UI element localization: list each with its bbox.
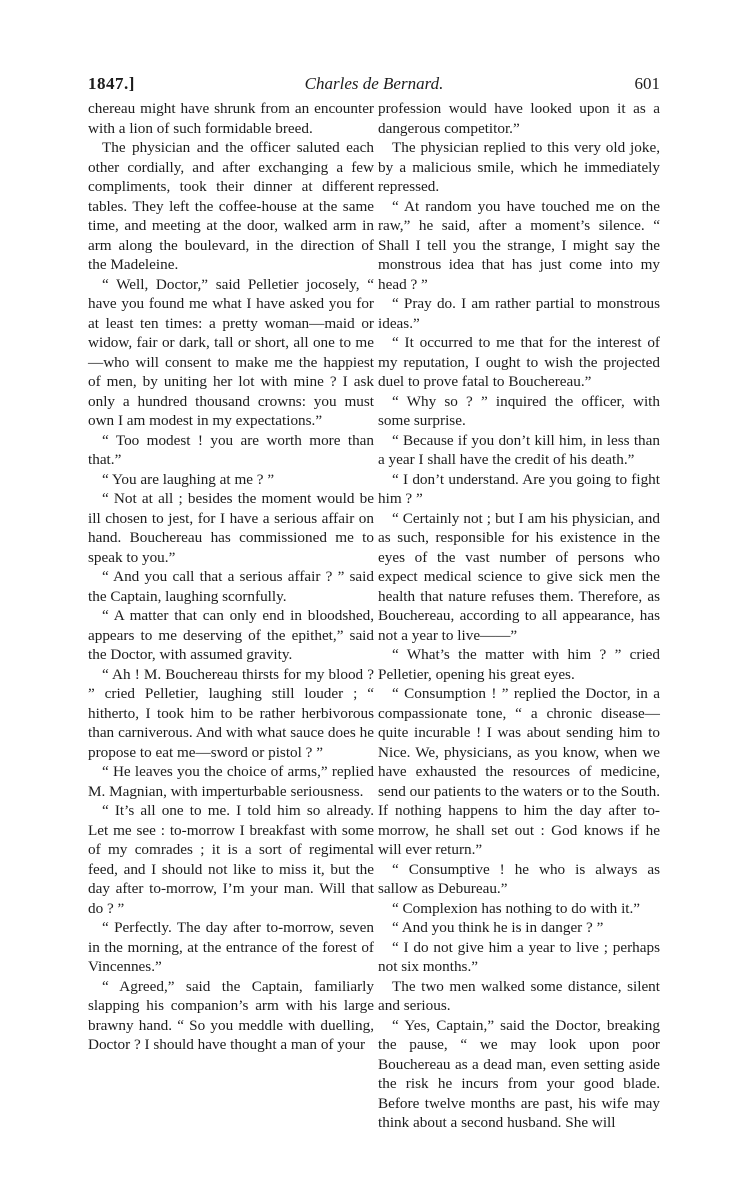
paragraph: “ Yes, Captain,” said the Doctor, breaking the pause, “ we may look upon poor Bouchereau as a dead man, even setting aside the risk he incurs from your good blade. Before twelve months are past, his wife may think about a second husband. She will	[378, 1016, 660, 1131]
paragraph: “ Because if you don’t kill him, in less than a year I shall have the credit of his death.”	[378, 431, 660, 468]
paragraph: “ It occurred to me that for the interest of my reputation, I ought to wish the projected duel to prove fatal to Bouchereau.”	[378, 334, 660, 390]
header-title: Charles de Bernard.	[304, 74, 444, 93]
paragraph: profession would have looked upon it as a dangerous competitor.”	[378, 100, 660, 137]
paragraph: chereau might have shrunk from an encounter with a lion of such formidable breed.	[88, 100, 374, 137]
paragraph: “ Pray do. I am rather partial to monstrous ideas.”	[378, 295, 660, 332]
page-number: 601	[634, 74, 660, 93]
paragraph: “ It’s all one to me. I told him so already. Let me see : to-morrow I breakfast with some of my comrades ; it is a sort of regimental feed, and I should not like to miss it, but the day after to-morrow, I’m your man. Will that do ? ”	[88, 802, 374, 917]
paragraph: The physician and the officer saluted each other cordially, and after exchanging a few compliments, took their dinner at different tables. They left the coffee-house at the same time, and meeting at the door, walked arm in arm along the boulevard, in the direction of the Madeleine.	[88, 139, 374, 273]
paragraph: “ Well, Doctor,” said Pelletier jocosely, “ have you found me what I have asked you for at least ten times: a pretty woman—maid or widow, fair or dark, tall or short, all one to me—who will consent to make me the happiest of men, by uniting her lot with mine ? I ask only a hundred thousand crowns: you must own I am modest in my expectations.”	[88, 275, 374, 429]
paragraph: “ Consumption ! ” replied the Doctor, in a compassionate tone, “ a chronic disease—quite incurable ! I was about sending him to Nice. We, physicians, as you know, when we have exhausted the resources of medicine, send our patients to the waters or to the South. If nothing happens to him the day after to-morrow, he shall set out : God knows if he will ever return.”	[378, 685, 660, 858]
paragraph: “ At random you have touched me on the raw,” he said, after a moment’s silence. “ Shall I tell you the strange, I might say the monstrous idea that has just come into my head ? ”	[378, 197, 660, 293]
paragraph: “ Consumptive ! he who is always as sallow as Debureau.”	[378, 860, 660, 897]
paragraph: “ Agreed,” said the Captain, familiarly slapping his companion’s arm with his large brawny hand. “ So you meddle with duelling, Doctor ? I should have thought a man of your	[88, 977, 374, 1053]
paragraph: “ Why so ? ” inquired the officer, with some surprise.	[378, 392, 660, 429]
header-year: 1847.]	[88, 74, 135, 93]
paragraph: “ Ah ! M. Bouchereau thirsts for my blood ? ” cried Pelletier, laughing still louder ; “ hitherto, I took him to be rather herbivorous than carniverous. And with what sauce does he propose to eat me—sword or pistol ? ”	[88, 665, 374, 761]
paragraph: “ You are laughing at me ? ”	[102, 470, 275, 488]
paragraph: “ And you call that a serious affair ? ” said the Captain, laughing scornfully.	[88, 568, 374, 605]
paragraph: “ I do not give him a year to live ; perhaps not six months.”	[378, 938, 660, 975]
paragraph: “ Complexion has nothing to do with it.”	[392, 899, 641, 917]
paragraph: “ I don’t understand. Are you going to fight him ? ”	[378, 470, 660, 507]
paragraph: “ What’s the matter with him ? ” cried Pelletier, opening his great eyes.	[378, 646, 660, 683]
running-header	[88, 74, 660, 96]
paragraph: “ He leaves you the choice of arms,” replied M. Magnian, with imperturbable seriousness.	[88, 763, 374, 800]
paragraph: “ Certainly not ; but I am his physician, and as such, responsible for his existence in the eyes of the vast number of persons who expect medical science to give sick men the health that nature refuses them. Therefore, as Bouchereau, according to all appearance, has not a year to live——”	[378, 509, 660, 644]
paragraph: “ Too modest ! you are worth more than that.”	[88, 431, 374, 468]
paragraph: The two men walked some distance, silent and serious.	[378, 977, 660, 1014]
right-text-column	[378, 99, 660, 1133]
left-text-column	[88, 99, 374, 1055]
paragraph: “ A matter that can only end in bloodshed, appears to me deserving of the epithet,” said the Doctor, with assumed gravity.	[88, 607, 374, 663]
paragraph: “ Perfectly. The day after to-morrow, seven in the morning, at the entrance of the forest of Vincennes.”	[88, 919, 374, 975]
paragraph: The physician replied to this very old joke, by a malicious smile, which he immediately repressed.	[378, 139, 660, 195]
paragraph: “ Not at all ; besides the moment would be ill chosen to jest, for I have a serious affair on hand. Bouchereau has commissioned me to speak to you.”	[88, 490, 374, 566]
paragraph: “ And you think he is in danger ? ”	[392, 919, 604, 936]
